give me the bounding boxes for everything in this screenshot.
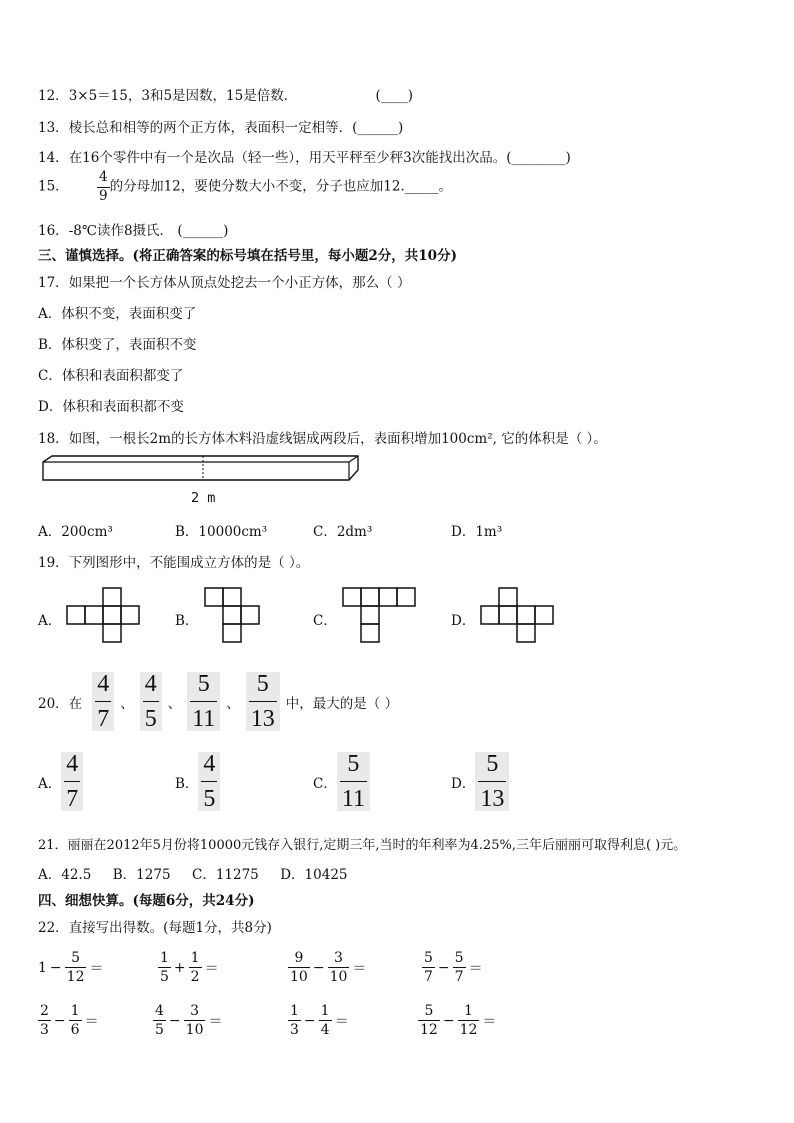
fraction [184, 1004, 206, 1037]
denominator: 13 [250, 706, 275, 732]
fraction [458, 1004, 480, 1037]
equals-sign: ＝ [352, 960, 367, 977]
fraction [153, 1004, 166, 1037]
option-label: B． [175, 775, 199, 792]
fraction-bar [453, 967, 466, 968]
question-text: 的分母加12，要使分数大小不变，分子也应加12._____。 [109, 178, 452, 195]
option-b[interactable]: B．体积变了，表面积不变 [38, 337, 197, 353]
denominator: 3 [40, 1022, 49, 1038]
question-17 [38, 271, 410, 291]
operator: − [437, 959, 450, 976]
option-label: D． [451, 775, 476, 792]
whole-number: 1 [38, 959, 47, 976]
fraction [69, 1004, 82, 1037]
fraction-bar [189, 967, 202, 968]
question-number: 13． [38, 120, 69, 136]
numerator: 1 [290, 1003, 299, 1019]
option-a[interactable]: A．体积不变，表面积变了 [38, 306, 197, 322]
numerator: 4 [98, 169, 108, 185]
question-number: 18． [38, 431, 69, 447]
denominator: 11 [192, 706, 216, 732]
denominator: 12 [420, 1022, 438, 1038]
fraction-4-5 [140, 672, 162, 731]
question-text: 棱长总和相等的两个正方体，表面积一定相等．(______) [68, 120, 404, 136]
denominator: 7 [97, 706, 110, 732]
calc-5[interactable] [38, 1004, 99, 1037]
denominator: 4 [320, 1022, 330, 1038]
numerator: 1 [464, 1003, 473, 1019]
cube-net-b [204, 587, 280, 643]
fraction-bar [288, 967, 310, 968]
fraction [158, 951, 171, 984]
question-number: 15． [38, 178, 69, 195]
numerator: 5 [424, 1003, 434, 1019]
question-number: 17． [38, 275, 69, 291]
numerator: 1 [190, 950, 200, 966]
figure-label: 2 m [191, 490, 216, 506]
numerator: 4 [97, 671, 110, 697]
equals-sign: ＝ [204, 960, 219, 977]
question-text: 3×5＝15，3和5是因数，15是倍数． [68, 88, 298, 104]
wood-beam-figure [40, 452, 370, 492]
numerator: 5 [71, 950, 81, 966]
operator: − [168, 1012, 181, 1029]
denominator: 5 [160, 969, 169, 985]
option-c[interactable]: C．2dm³ [313, 524, 373, 540]
fraction [453, 951, 466, 984]
numerator: 4 [66, 751, 79, 777]
calc-8[interactable] [418, 1004, 496, 1037]
question-13 [38, 116, 403, 136]
fraction-bar [319, 1020, 332, 1021]
question-16 [38, 219, 228, 239]
cube-net-c [342, 587, 418, 647]
fraction-bar [288, 1020, 301, 1021]
fraction [422, 951, 435, 984]
fraction-bar [158, 967, 171, 968]
calc-1[interactable] [38, 951, 103, 984]
question-number: 16． [38, 223, 69, 239]
fraction-bar [478, 781, 506, 782]
fraction-bar [340, 781, 367, 782]
question-prefix: 在 [68, 695, 83, 712]
question-text: 下列图形中，不能围成立方体的是（ ）。 [68, 555, 310, 571]
question-text: 如果把一个长方体从顶点处挖去一个小正方体，那么（ ） [68, 275, 411, 291]
denominator: 12 [66, 969, 85, 985]
question-text: 丽丽在2012年5月份将10000元钱存入银行,定期三年,当时的年利率为4.25%,三年后丽丽可取得利息( )元。 [67, 838, 687, 853]
question-number: 20． [38, 695, 69, 712]
fraction [288, 1004, 301, 1037]
fraction-bar [422, 967, 435, 968]
equals-sign: ＝ [334, 1013, 349, 1030]
calc-2[interactable] [158, 951, 219, 984]
option-c[interactable]: C．体积和表面积都变了 [38, 368, 184, 384]
option-b[interactable]: B． [175, 613, 199, 629]
question-number: 19． [38, 555, 69, 571]
fraction-bar [153, 1020, 166, 1021]
cube-net-d [480, 587, 556, 643]
fraction-4-7 [92, 672, 114, 731]
numerator: 5 [486, 751, 499, 777]
fraction-bar [328, 967, 350, 968]
numerator: 3 [190, 1003, 200, 1019]
separator: 、 [226, 695, 240, 712]
denominator: 13 [480, 786, 505, 812]
equals-sign: ＝ [468, 960, 483, 977]
denominator: 2 [190, 969, 200, 985]
fraction [65, 951, 87, 984]
cube-net-a [66, 587, 142, 643]
numerator: 2 [40, 1003, 49, 1019]
fraction-bar [143, 701, 159, 702]
q21-options[interactable]: A．42.5 B．1275 C．11275 D．10425 [38, 867, 348, 883]
denominator: 10 [290, 969, 308, 985]
option-label: C． [313, 775, 337, 792]
fraction-5-11 [337, 752, 370, 811]
option-a[interactable]: A．200cm³ [38, 524, 113, 540]
fraction-bar [38, 1020, 51, 1021]
separator: 、 [167, 695, 182, 712]
fraction-bar [190, 701, 217, 702]
question-number: 12． [38, 88, 69, 104]
calc-3[interactable] [288, 951, 366, 984]
question-text: -8℃读作8摄氏． (______) [68, 223, 229, 239]
fraction-bar [458, 1020, 480, 1021]
fraction [189, 951, 202, 984]
denominator: 6 [70, 1022, 80, 1038]
operator: − [53, 1012, 66, 1029]
option-a[interactable] [38, 752, 83, 811]
equals-sign: ＝ [208, 1013, 223, 1030]
operator: − [312, 959, 325, 976]
option-a[interactable]: A． [38, 613, 62, 629]
calc-6[interactable] [153, 1004, 222, 1037]
denominator: 12 [459, 1022, 478, 1038]
section-4-heading: 四、细想快算。(每题6分，共24分) [38, 893, 255, 909]
operator: − [303, 1012, 316, 1029]
question-15 [38, 171, 452, 203]
denominator: 10 [329, 969, 348, 985]
numerator: 9 [294, 950, 304, 966]
fraction [97, 171, 110, 203]
question-suffix: 中，最大的是（ ） [285, 695, 399, 712]
denominator: 5 [144, 706, 157, 732]
question-18 [38, 427, 607, 447]
fraction-bar [201, 781, 217, 782]
question-number: 14． [38, 150, 69, 166]
question-14 [38, 146, 571, 166]
question-number: 22． [38, 920, 69, 936]
question-12 [38, 84, 413, 104]
fraction-5-11 [187, 672, 220, 731]
fraction-5-13 [475, 752, 509, 811]
fraction [38, 1004, 51, 1037]
numerator: 5 [424, 950, 433, 966]
option-c[interactable] [313, 752, 370, 811]
question-20 [38, 672, 398, 731]
answer-blank[interactable]: (____) [375, 88, 414, 104]
question-text: 在16个零件中有一个是次品（轻一些），用天平秤至少秤3次能找出次品。(________) [68, 150, 571, 166]
denominator: 3 [290, 1022, 299, 1038]
numerator: 1 [320, 1003, 330, 1019]
question-text: 如图，一根长2m的长方体木料沿虚线锯成两段后，表面积增加100cm², 它的体积是（ ）。 [68, 431, 607, 447]
fraction-4-5 [198, 752, 220, 811]
fraction-bar [249, 701, 277, 702]
fraction [418, 1004, 440, 1037]
fraction-4-7 [61, 752, 83, 811]
question-19 [38, 551, 309, 571]
calc-4[interactable] [422, 951, 483, 984]
numerator: 1 [160, 950, 169, 966]
fraction-bar [65, 967, 87, 968]
question-text: 直接写出得数。(每题1分，共8分) [68, 920, 272, 936]
operator: − [49, 959, 62, 976]
option-d[interactable]: D．体积和表面积都不变 [38, 399, 184, 415]
numerator: 5 [347, 751, 360, 777]
equals-sign: ＝ [84, 1013, 99, 1030]
question-22 [38, 916, 272, 936]
calc-7[interactable] [288, 1004, 349, 1037]
numerator: 3 [334, 950, 343, 966]
section-3-heading: 三、谨慎选择。(将正确答案的标号填在括号里，每小题2分，共10分) [38, 248, 457, 264]
option-c[interactable]: C． [313, 613, 337, 629]
denominator: 7 [66, 786, 79, 812]
numerator: 4 [203, 751, 216, 777]
numerator: 5 [256, 671, 269, 697]
fraction [288, 951, 310, 984]
option-d[interactable]: D．1m³ [451, 524, 503, 540]
fraction-bar [64, 781, 80, 782]
option-d[interactable] [451, 752, 509, 811]
numerator: 5 [454, 950, 464, 966]
separator: 、 [120, 695, 134, 712]
operator: + [173, 959, 186, 976]
option-label: A． [38, 775, 62, 792]
operator: − [442, 1012, 455, 1029]
equals-sign: ＝ [482, 1013, 497, 1030]
fraction-bar [95, 701, 111, 702]
denominator: 7 [424, 969, 433, 985]
denominator: 7 [454, 969, 464, 985]
denominator: 11 [341, 786, 365, 812]
numerator: 4 [155, 1003, 164, 1019]
equals-sign: ＝ [89, 960, 104, 977]
numerator: 5 [197, 671, 210, 697]
denominator: 5 [203, 786, 216, 812]
question-number: 21． [38, 838, 68, 853]
denominator: 9 [98, 187, 108, 204]
fraction-5-13 [246, 672, 280, 731]
fraction-bar [418, 1020, 440, 1021]
option-b[interactable]: B．10000cm³ [175, 524, 268, 540]
fraction-bar [184, 1020, 206, 1021]
denominator: 5 [155, 1022, 164, 1038]
numerator: 1 [70, 1003, 80, 1019]
denominator: 10 [185, 1022, 204, 1038]
fraction [328, 951, 350, 984]
option-d[interactable]: D． [451, 613, 476, 629]
numerator: 4 [144, 671, 157, 697]
option-b[interactable] [175, 752, 220, 811]
fraction [319, 1004, 332, 1037]
fraction-bar [69, 1020, 82, 1021]
question-21 [38, 834, 686, 853]
